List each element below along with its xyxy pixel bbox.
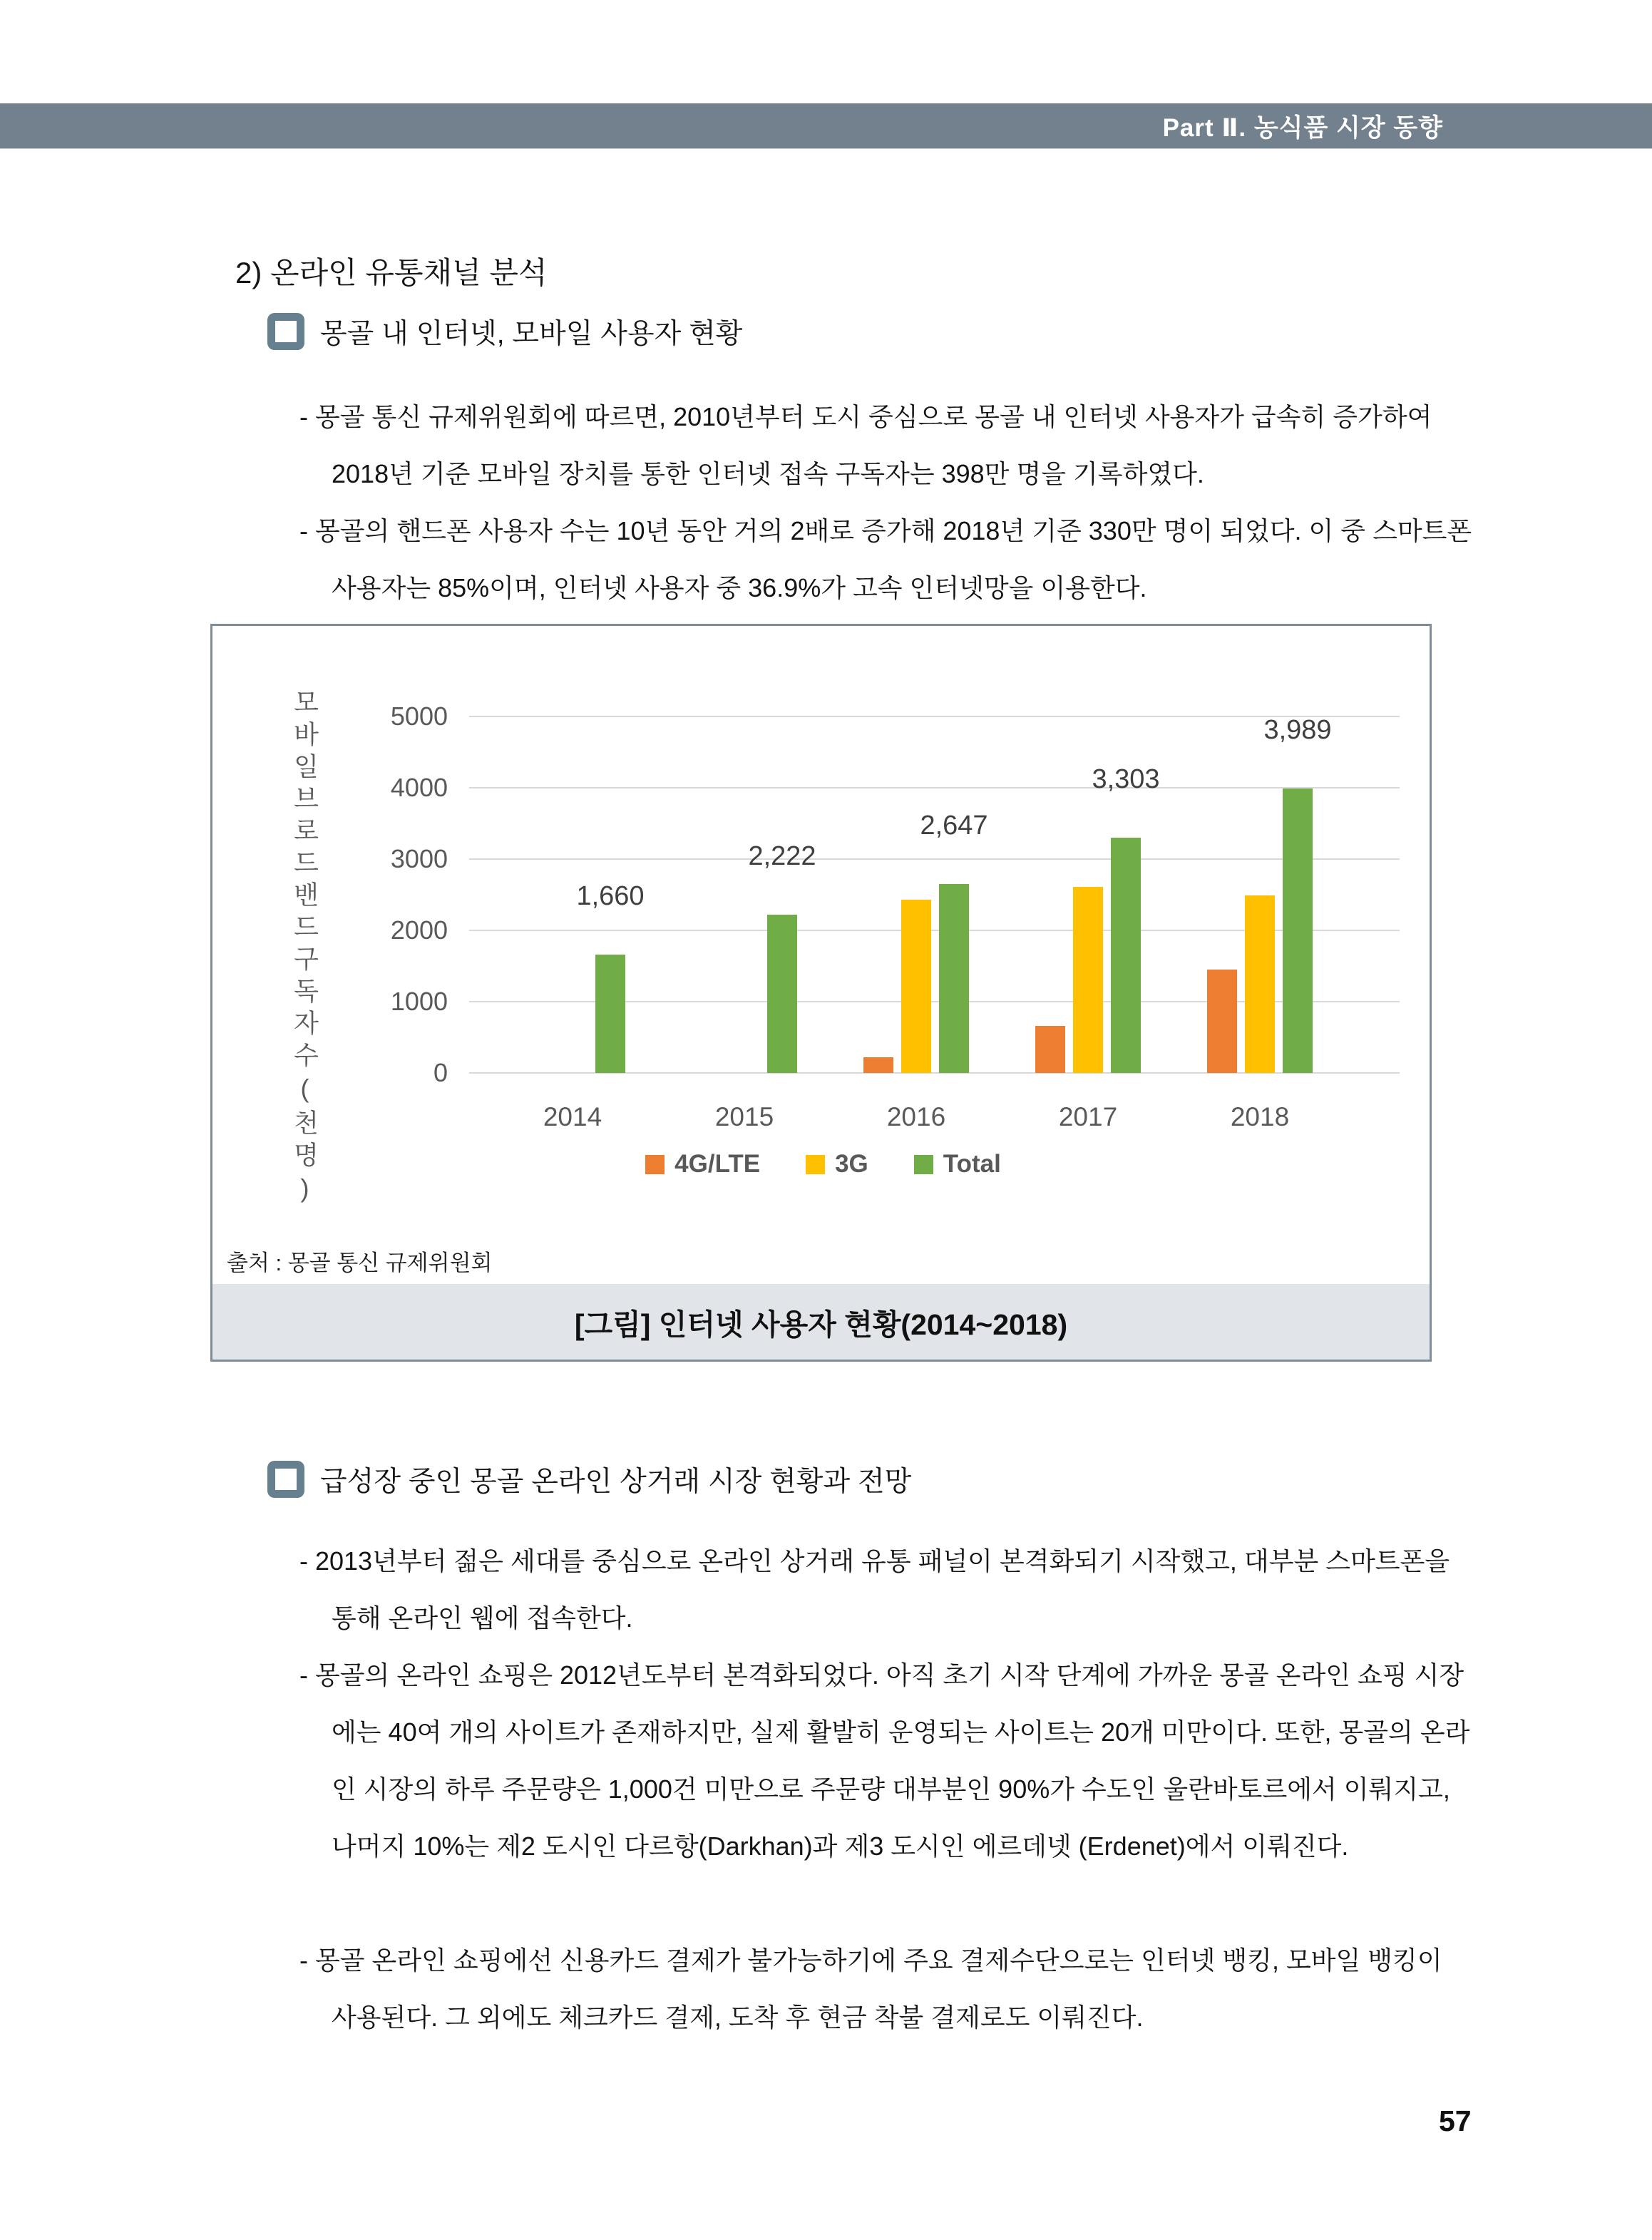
bar-total-2018	[1283, 788, 1313, 1073]
bar-3g-2018	[1245, 895, 1275, 1073]
square-bullet-icon	[267, 1461, 304, 1498]
y-axis-tick-label: 4000	[390, 773, 448, 802]
y-axis-tick-label: 2000	[390, 915, 448, 945]
bullet-heading-ecommerce	[267, 1459, 911, 1499]
x-axis-tick-label: 2016	[886, 1102, 946, 1131]
figure-box	[210, 624, 1432, 1362]
chart-plot-area	[390, 702, 1400, 1131]
page-header-bar	[0, 103, 1652, 148]
legend-swatch-icon	[806, 1155, 825, 1174]
bar-4g-lte-2017	[1035, 1026, 1065, 1073]
chart-y-axis-title: 모바일브로드밴드구독자수(천명)	[290, 689, 319, 1209]
bar-total-2017	[1111, 838, 1141, 1073]
legend-item-3g	[806, 1150, 868, 1178]
legend-item-4g-lte	[645, 1150, 760, 1178]
dash-paragraph: - 몽골의 온라인 쇼핑은 2012년도부터 본격화되었다. 아직 초기 시작 단계에 가까운 몽골 온라인 쇼핑 시장에는 40여 개의 사이트가 존재하지만, 실제 활발히 운영되는 사이트는 20개 미만이다. 또한, 몽골의 온라인 시장의 하루 주문량은 1,000건 미만으로 주문량 대부분인 90%가 수도인 울란바토르에서 이뤄지고, 나머지 10%는 제2 도시인 다르항(Darkhan)과 제3 도시인 에르데넷 (Erdenet)에서 이뤄진다.	[299, 1660, 1470, 1861]
dash-paragraph: - 2013년부터 젊은 세대를 중심으로 온라인 상거래 유통 패널이 본격화되기 시작했고, 대부분 스마트폰을 통해 온라인 웹에 접속한다.	[299, 1546, 1450, 1633]
data-label-total-2014: 1,660	[576, 881, 645, 911]
legend-swatch-icon	[914, 1155, 933, 1174]
bar-total-2014	[595, 955, 625, 1073]
bar-4g-lte-2018	[1207, 970, 1237, 1073]
section-title: 2) 온라인 유통채널 분석	[235, 256, 548, 289]
chart-legend	[212, 1150, 1434, 1178]
figure-caption-band	[212, 1284, 1430, 1360]
bullet-heading-internet-users	[267, 312, 742, 351]
dash-paragraph: - 몽골의 핸드폰 사용자 수는 10년 동안 거의 2배로 증가해 2018년 기준 330만 명이 되었다. 이 중 스마트폰 사용자는 85%이며, 인터넷 사용자 중 36.9%가 고속 인터넷망을 이용한다.	[299, 516, 1472, 602]
data-label-total-2018: 3,989	[1263, 715, 1332, 746]
data-label-total-2016: 2,647	[920, 811, 988, 841]
x-axis-tick-label: 2014	[543, 1102, 602, 1131]
gridline	[469, 787, 1400, 788]
x-axis-tick-label: 2015	[714, 1102, 774, 1131]
gridline	[469, 858, 1400, 860]
y-axis-tick-label: 5000	[390, 702, 448, 731]
legend-item-total	[914, 1150, 1001, 1178]
x-axis-tick-label: 2017	[1058, 1102, 1118, 1131]
bar-3g-2017	[1073, 887, 1103, 1073]
bar-4g-lte-2016	[863, 1057, 893, 1073]
bar-total-2015	[767, 915, 797, 1073]
bullet-heading-text: 급성장 중인 몽골 온라인 상거래 시장 현황과 전망	[320, 1466, 912, 1497]
square-bullet-icon	[267, 313, 304, 350]
y-axis-tick-label: 0	[433, 1058, 448, 1087]
page-number: 57	[1439, 2105, 1472, 2137]
figure-source: 출처 : 몽골 통신 규제위원회	[227, 1250, 493, 1275]
dash-paragraph: - 몽골 온라인 쇼핑에선 신용카드 결제가 불가능하기에 주요 결제수단으로는 인터넷 뱅킹, 모바일 뱅킹이 사용된다. 그 외에도 체크카드 결제, 도착 후 현금 착불 결제로도 이뤄진다.	[299, 1946, 1442, 2032]
legend-label: 3G	[835, 1150, 868, 1178]
page-header-title: Part Ⅱ. 농식품 시장 동향	[1162, 113, 1443, 142]
y-axis-tick-label: 3000	[390, 844, 448, 873]
y-axis-tick-label: 1000	[390, 987, 448, 1016]
data-label-total-2017: 3,303	[1092, 764, 1160, 794]
x-axis-tick-label: 2018	[1230, 1102, 1290, 1131]
legend-swatch-icon	[645, 1155, 665, 1174]
figure-caption: [그림] 인터넷 사용자 현황(2014~2018)	[574, 1307, 1068, 1341]
bullet-heading-text: 몽골 내 인터넷, 모바일 사용자 현황	[320, 319, 743, 349]
data-label-total-2015: 2,222	[748, 841, 816, 871]
bar-3g-2016	[901, 900, 931, 1073]
bar-total-2016	[939, 884, 969, 1073]
dash-paragraph: - 몽골 통신 규제위원회에 따르면, 2010년부터 도시 중심으로 몽골 내 인터넷 사용자가 급속히 증가하여 2018년 기준 모바일 장치를 통한 인터넷 접속 구독자는 398만 명을 기록하였다.	[299, 402, 1432, 488]
legend-label: 4G/LTE	[674, 1150, 761, 1178]
legend-label: Total	[943, 1150, 1001, 1178]
